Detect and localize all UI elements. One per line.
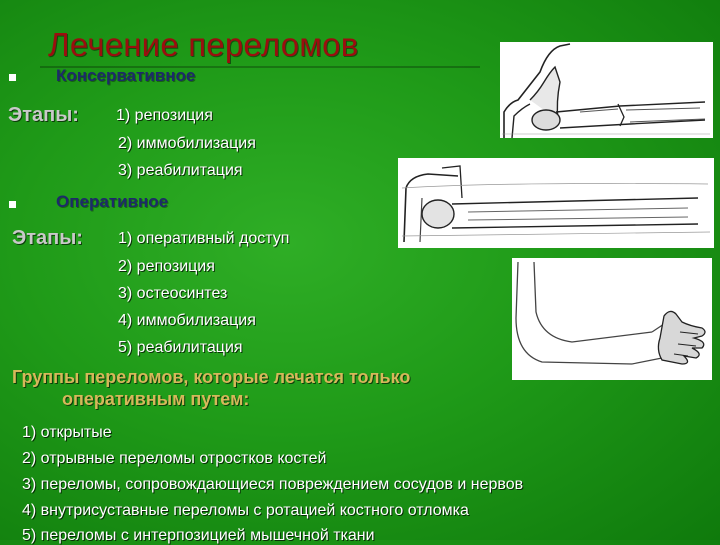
slide-title: Лечение переломов	[48, 26, 359, 63]
operative-step: 5) реабилитация	[118, 339, 243, 356]
conservative-step: 2) иммобилизация	[118, 135, 256, 152]
bullet-icon	[9, 201, 16, 208]
cast-illustration	[398, 158, 714, 248]
operative-stages-label: Этапы:	[12, 227, 83, 249]
groups-list-item: 1) открытые	[22, 424, 112, 441]
conservative-label: Консервативное	[56, 66, 196, 85]
operative-step: 2) репозиция	[118, 258, 215, 275]
groups-list-item: 2) отрывные переломы отростков костей	[22, 450, 327, 467]
groups-heading-line2: оперативным путем:	[62, 389, 250, 409]
groups-list-item: 3) переломы, сопровождающиеся повреждением сосудов и нервов	[22, 476, 524, 493]
groups-list-item: 5) переломы с интерпозицией мышечной ткани	[22, 527, 375, 544]
elbow-fracture-drawing	[500, 42, 713, 138]
arm-cast-hand-drawing	[512, 258, 712, 380]
operative-step: 4) иммобилизация	[118, 312, 256, 329]
cast-drawing	[398, 158, 714, 248]
groups-heading-line1: Группы переломов, которые лечатся только	[12, 367, 411, 387]
conservative-stages-label: Этапы:	[8, 104, 79, 126]
groups-heading	[12, 366, 410, 410]
elbow-fracture-illustration	[500, 42, 713, 138]
operative-label: Оперативное	[56, 192, 169, 211]
groups-list-item: 4) внутрисуставные переломы с ротацией костного отломка	[22, 502, 469, 519]
operative-step: 1) оперативный доступ	[118, 230, 290, 247]
operative-step: 3) остеосинтез	[118, 285, 228, 302]
conservative-step: 3) реабилитация	[118, 162, 243, 179]
bullet-icon	[9, 74, 16, 81]
conservative-step: 1) репозиция	[116, 107, 213, 124]
arm-cast-hand-illustration	[512, 258, 712, 380]
